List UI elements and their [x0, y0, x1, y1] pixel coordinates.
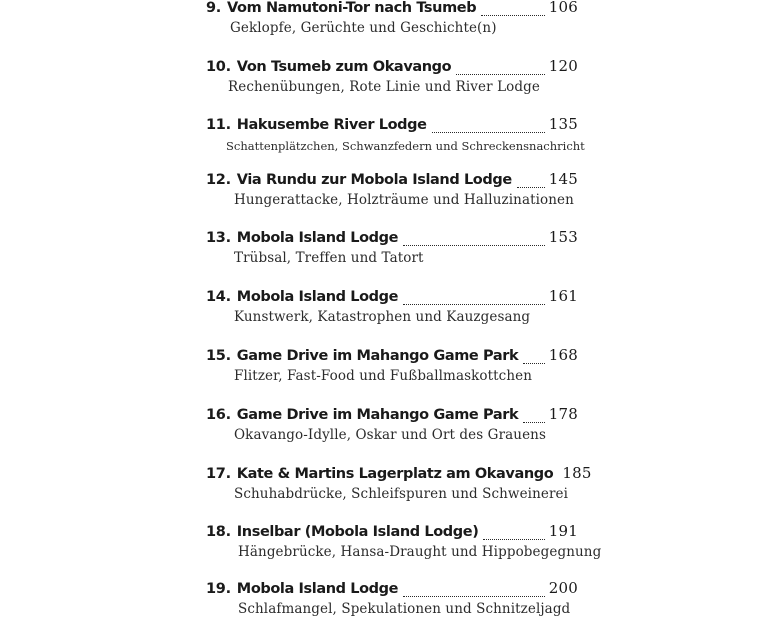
- toc-entry-title-line: [206, 115, 578, 137]
- chapter-number: 12.: [206, 172, 231, 188]
- chapter-title: Mobola Island Lodge: [236, 230, 399, 246]
- chapter-number: 9.: [206, 0, 221, 16]
- toc-entry: [0, 0, 780, 48]
- chapter-number: 10.: [206, 59, 231, 75]
- chapter-title: Inselbar (Mobola Island Lodge): [236, 524, 479, 540]
- page-number: 145: [548, 170, 578, 188]
- dot-leader: [523, 363, 545, 364]
- chapter-number: 19.: [206, 581, 231, 597]
- toc-entry: [0, 464, 780, 514]
- chapter-title: Via Rundu zur Mobola Island Lodge: [236, 172, 512, 188]
- chapter-number: 16.: [206, 407, 231, 423]
- dot-leader: [517, 187, 545, 188]
- chapter-subtitle: Hängebrücke, Hansa-Draught und Hippobegegnung: [238, 544, 602, 560]
- page-number: 191: [548, 522, 578, 540]
- chapter-subtitle: Schlafmangel, Spekulationen und Schnitzeljagd: [238, 601, 571, 617]
- toc-entry: [0, 170, 780, 220]
- page-number: 153: [548, 228, 578, 246]
- toc-entry-title-line: [206, 287, 578, 309]
- toc-entry: [0, 579, 780, 629]
- chapter-title: Game Drive im Mahango Game Park: [236, 348, 519, 364]
- dot-leader: [403, 596, 545, 597]
- chapter-number: 15.: [206, 348, 231, 364]
- dot-leader: [523, 422, 545, 423]
- chapter-title: Mobola Island Lodge: [236, 289, 399, 305]
- toc-entry: [0, 346, 780, 396]
- dot-leader: [432, 132, 545, 133]
- chapter-title: Vom Namutoni-Tor nach Tsumeb: [227, 0, 477, 16]
- toc-entry-title-line: [206, 464, 592, 486]
- chapter-number: 13.: [206, 230, 231, 246]
- chapter-subtitle: Trübsal, Treffen und Tatort: [234, 250, 424, 266]
- chapter-subtitle: Geklopfe, Gerüchte und Geschichte(n): [230, 20, 497, 36]
- dot-leader: [456, 74, 545, 75]
- chapter-subtitle: Hungerattacke, Holzträume und Halluzinationen: [234, 192, 574, 208]
- page-number: 106: [548, 0, 578, 16]
- toc-entry-title-line: [206, 228, 578, 250]
- toc-entry-title-line: [206, 346, 578, 368]
- chapter-number: 17.: [206, 466, 231, 482]
- toc-entry: [0, 405, 780, 455]
- page-number: 200: [548, 579, 578, 597]
- page-number: 168: [548, 346, 578, 364]
- toc-entry-title-line: [206, 522, 578, 544]
- dot-leader: [483, 539, 544, 540]
- chapter-title: Hakusembe River Lodge: [236, 117, 427, 133]
- chapter-title: Game Drive im Mahango Game Park: [236, 407, 519, 423]
- toc-entry-title-line: [206, 0, 578, 20]
- chapter-title: Kate & Martins Lagerplatz am Okavango: [236, 466, 554, 482]
- page-number: 135: [548, 115, 578, 133]
- chapter-subtitle: Kunstwerk, Katastrophen und Kauzgesang: [234, 309, 531, 325]
- toc-entry: [0, 522, 780, 572]
- chapter-number: 18.: [206, 524, 231, 540]
- dot-leader: [481, 15, 545, 16]
- chapter-subtitle: Schattenplätzchen, Schwanzfedern und Schreckensnachricht: [226, 139, 585, 153]
- toc-entry: [0, 57, 780, 107]
- chapter-number: 14.: [206, 289, 231, 305]
- dot-leader: [403, 304, 545, 305]
- page-number: 185: [562, 464, 592, 482]
- toc-entry-title-line: [206, 57, 578, 79]
- chapter-title: Mobola Island Lodge: [236, 581, 399, 597]
- toc-entry: [0, 228, 780, 278]
- dot-leader: [403, 245, 545, 246]
- page-number: 178: [548, 405, 578, 423]
- toc-entry: [0, 115, 780, 165]
- page-number: 161: [548, 287, 578, 305]
- chapter-subtitle: Flitzer, Fast-Food und Fußballmaskottchen: [234, 368, 533, 384]
- chapter-subtitle: Rechenübungen, Rote Linie und River Lodge: [228, 79, 540, 95]
- toc-entry-title-line: [206, 170, 578, 192]
- chapter-subtitle: Okavango-Idylle, Oskar und Ort des Grauens: [234, 427, 546, 443]
- chapter-number: 11.: [206, 117, 231, 133]
- toc-entry: [0, 287, 780, 337]
- chapter-title: Von Tsumeb zum Okavango: [236, 59, 452, 75]
- toc-entry-title-line: [206, 405, 578, 427]
- toc-entry-title-line: [206, 579, 578, 601]
- chapter-subtitle: Schuhabdrücke, Schleifspuren und Schweinerei: [234, 486, 569, 502]
- page-number: 120: [548, 57, 578, 75]
